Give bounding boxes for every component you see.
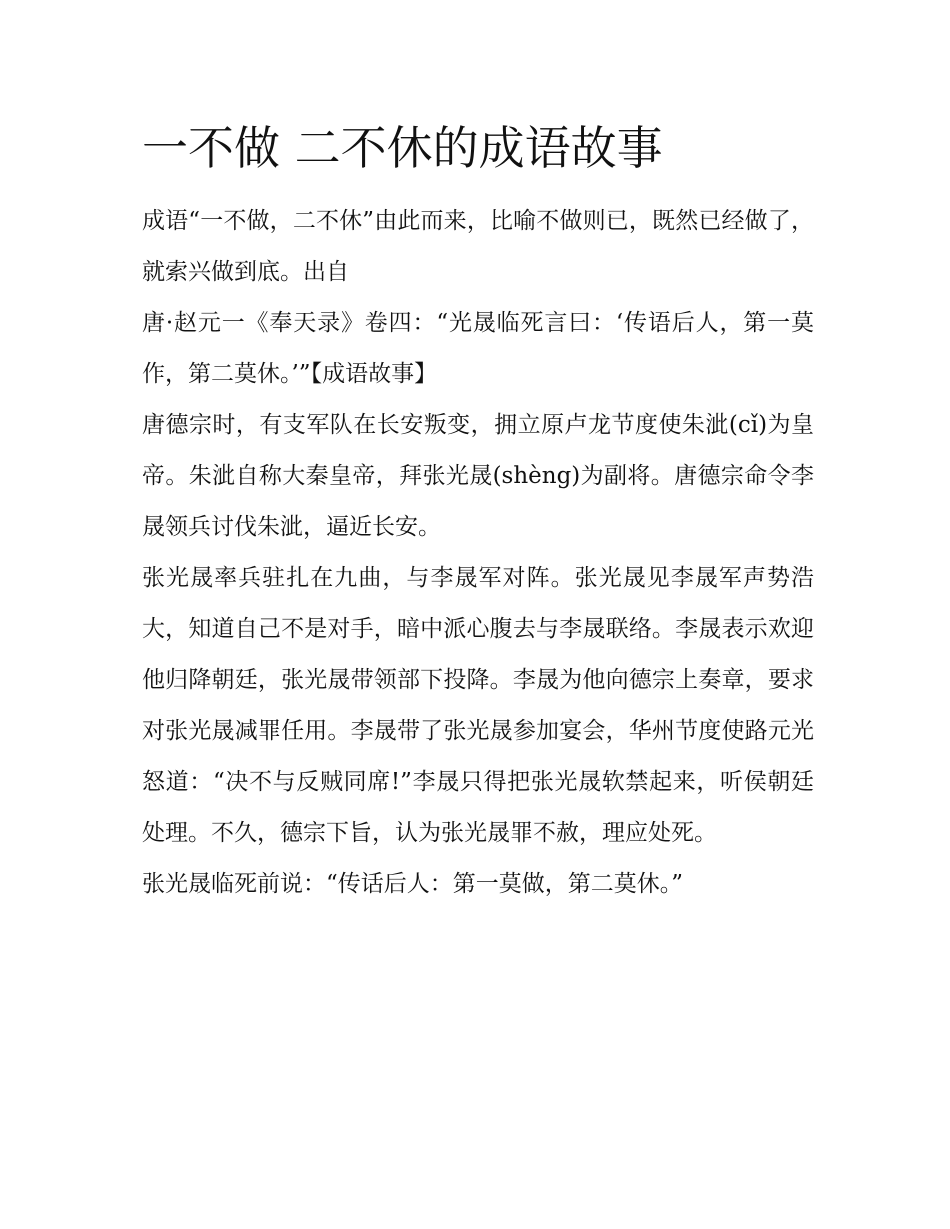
paragraph-story-3: 张光晟临死前说：“传话后人：第一莫做，第二莫休。” <box>142 871 684 897</box>
document-page <box>142 112 814 910</box>
paragraph-source: 唐·赵元一《奉天录》卷四：“光晟临死言曰：‘传语后人，第一莫作，第二莫休。’”【成语故事】 <box>142 310 814 387</box>
paragraph-story-2: 张光晟率兵驻扎在九曲，与李晟军对阵。张光晟见李晟军声势浩大，知道自己不是对手，暗中派心腹去与李晟联络。李晟表示欢迎他归降朝廷，张光晟带领部下投降。李晟为他向德宗上奏章，要求对张光晟减罪任用。李晟带了张光晟参加宴会，华州节度使路元光怒道：“决不与反贼同席!”李晟只得把张光晟软禁起来，听侯朝廷处理。不久，德宗下旨，认为张光晟罪不赦，理应处死。 <box>142 565 814 846</box>
paragraph-intro: 成语“一不做，二不休”由此而来，比喻不做则已，既然已经做了，就索兴做到底。出自 <box>142 208 814 285</box>
paragraph-story-1: 唐德宗时，有支军队在长安叛变，拥立原卢龙节度使朱泚(cǐ)为皇帝。朱泚自称大秦皇帝，拜张光晟(shèng)为副将。唐德宗命令李晟领兵讨伐朱泚，逼近长安。 <box>142 412 814 540</box>
page-title: 一不做 二不休的成语故事 <box>142 121 663 175</box>
